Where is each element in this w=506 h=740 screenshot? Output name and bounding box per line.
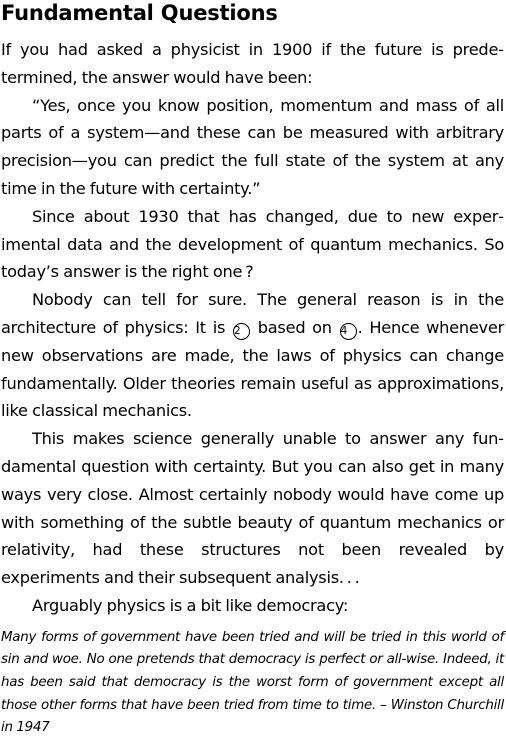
architecture-text-middle: based on xyxy=(250,317,339,337)
churchill-quote: Many forms of government have been tried and will be tried in this world of sin and woe. No one pretends that democracy is perfect or all-wise. Indeed, it has been said that democracy is the worst form of government except all those other forms that have been tried from time to time. – Winston Churchill in 1947 xyxy=(1,629,504,736)
paragraph-democracy: Arguably physics is a bit like democracy: xyxy=(32,595,349,615)
paragraph-intro: If you had asked a physicist in 1900 if the future is predetermined, the answer would have been: xyxy=(1,40,504,87)
page-title: Fundamental Questions xyxy=(1,1,278,25)
paragraph-quote-1900: “Yes, once you know position, momentum and mass of all parts of a system—and these can be measured with arbitrary precision—you can predict the full state of the system at any time in the future with certainty.” xyxy=(1,95,504,198)
circled-number-4: 4 xyxy=(340,323,357,340)
body-text xyxy=(1,36,504,620)
paragraph-science-limits: This makes science generally unable to answer any fundamental question with certainty. But you can also get in many ways very close. Almost certainly nobody would have come up with something of the subtle beauty of quantum mechanics or relativity, had these structures not been revealed by experiments and their subsequent analysis. . . xyxy=(1,429,504,588)
circled-number-2: 2 xyxy=(233,323,250,340)
architecture-text-start: Nobody can tell for sure. The general reason is in the architecture of physics: It is xyxy=(1,290,504,337)
paragraph-architecture xyxy=(1,286,504,425)
paragraph-since-1930: Since about 1930 that has changed, due to new experimental data and the development of quantum mechanics. So today’s answer is the right one ? xyxy=(1,206,504,282)
architecture-text-end: . Hence whenever new observations are made, the laws of physics can change fundamentally. Older theories remain useful as approximations, like classical mechanics. xyxy=(1,317,504,421)
